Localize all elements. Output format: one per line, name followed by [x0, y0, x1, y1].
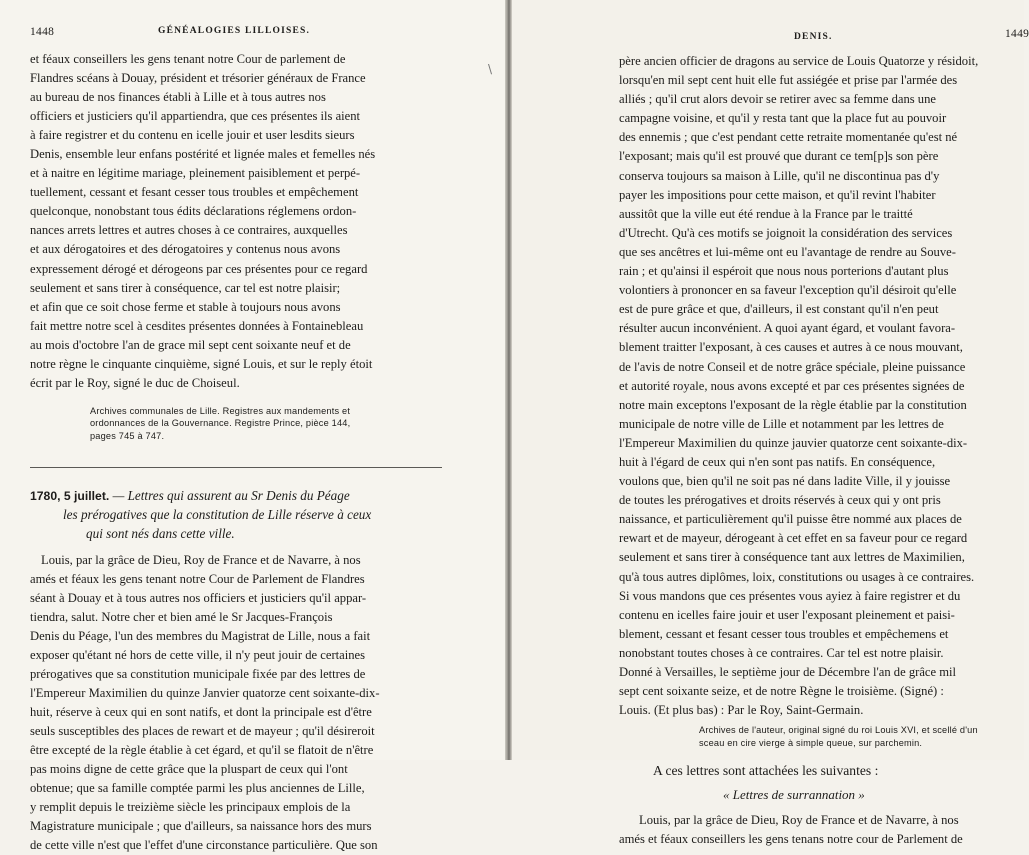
- text-line: seulement et sans tirer à conséquence tant aux lettres de Maximilien,: [619, 550, 965, 565]
- text-line: volontiers à prononcer en sa faveur l'exception qu'il désiroit qu'elle: [619, 283, 957, 298]
- text-line: nances arrets lettres et autres choses à ce contraires, auxquelles: [30, 223, 348, 238]
- text-line: Magistrature municipale ; que d'ailleurs, sa naissance hors des murs: [30, 819, 372, 834]
- text-line: expressement dérogé et dérogeons par ces présentes pour ce regard: [30, 261, 368, 276]
- text-line: pas moins digne de cette grâce que la pluspart de ceux qui l'ont: [30, 762, 348, 777]
- text-line: Si vous mandons que ces présentes vous ayiez à faire registrer et du: [619, 588, 961, 603]
- text-line: naissance, et particulièrement qu'il puisse être nommé aux places de: [619, 512, 962, 527]
- text-line: que ses ancêtres et lui-même ont eu l'avantage de rendre au Souve-: [619, 244, 956, 259]
- text-line: amés et féaux les gens tenant notre Cour de Parlement de Flandres: [30, 571, 365, 586]
- text-line: nonobstant toutes choses à ce contraires. Car tel est notre plaisir.: [619, 645, 944, 660]
- text-line: contenu en icelles faire jouir et user l'exposant pleinement et paisi-: [619, 607, 955, 622]
- left-body-text: [30, 551, 505, 855]
- citation-line: sceau en cire vierge à simple queue, sur parchemin.: [699, 737, 923, 748]
- left-page-number: 1448: [30, 26, 55, 38]
- entry-heading: [30, 486, 505, 543]
- citation-line: ordonnances de la Gouvernance. Registre Prince, pièce 144,: [90, 418, 351, 429]
- text-line: notre main exceptons l'exposant de la règle établie par la constitution: [619, 397, 967, 412]
- right-body-text: [619, 52, 1024, 720]
- entry-title-text: — Lettres qui assurent au Sr Denis du Péage: [112, 487, 350, 503]
- text-line: écrit par le Roy, signé le duc de Choiseul.: [30, 375, 240, 390]
- left-running-title: GÉNÉALOGIES LILLOISES.: [158, 26, 311, 36]
- right-page-number: 1449: [1005, 28, 1029, 40]
- text-line: payer les impositions pour cette maison, et qu'il revint l'habiter: [619, 187, 936, 202]
- text-line: qu'à tous autres diplômes, loix, constitutions ou usages à ce contraires.: [619, 569, 975, 584]
- text-line: l'Empereur Maximilien du quinze jauvier quatorze cent soixante-dix-: [619, 435, 968, 450]
- attached-heading: A ces lettres sont attachées les suivantes :: [653, 763, 879, 779]
- text-line: campagne voisine, et qu'il y resta tant que la place fut au pouvoir: [619, 111, 947, 126]
- text-line: séant à Douay et à tous autres nos officiers et justiciers qu'il appar-: [30, 590, 367, 605]
- text-line: au bureau de nos finances établi à Lille et à tous autres nos: [30, 90, 326, 105]
- text-line: Flandres scéans à Douay, président et trésorier généraux de France: [30, 71, 366, 86]
- archive-citation-1: [90, 405, 505, 443]
- text-line: Denis du Péage, l'un des membres du Magistrat de Lille, nous a fait: [30, 628, 371, 643]
- text-line: y remplit depuis le treizième siècle les principaux emplois de la: [30, 800, 351, 815]
- text-line: d'Utrecht. Qu'à ces motifs se joignoit la considération des services: [619, 225, 953, 240]
- closing-text: [619, 811, 1024, 849]
- text-line: au mois d'octobre l'an de grace mil sept cent soixante neuf et de: [30, 337, 351, 352]
- text-line: huit, réserve à ceux qui en sont natifs, et dont la principale est d'être: [30, 705, 372, 719]
- text-line: des ennemis ; que c'est pendant cette retraite momentanée qu'est né: [619, 130, 958, 145]
- text-line: est de pure grâce et que, d'ailleurs, il est constant qu'il n'en peut: [619, 302, 939, 317]
- text-line: voulons que, bien qu'il ne soit pas né dans ladite Ville, il y jouisse: [619, 474, 951, 489]
- archive-citation-2: [699, 724, 1024, 749]
- text-line: et autorité royale, nous avons excepté et par ces présentes signées de: [619, 378, 965, 393]
- text-line: huit à l'égard de ceux qui n'en sont pas natifs. En conséquence,: [619, 454, 936, 469]
- subtitle-block: [619, 785, 1024, 804]
- text-line: Denis, ensemble leur enfans postérité et lignée males et femelles nés: [30, 147, 376, 162]
- text-line: municipale de notre ville de Lille et notamment par les lettres de: [619, 416, 944, 431]
- text-line: blement traitter l'exposant, à ces causes et autres à ce nous mouvant,: [619, 340, 963, 355]
- text-line: de l'avis de notre Conseil et de notre grâce spéciale, pleine puissance: [619, 359, 966, 374]
- text-line: rewart et de mayeur, dérogeant à cet effet en sa faveur pour ce regard: [619, 531, 968, 546]
- text-line: seulement et sans tirer à conséquence, car tel est notre plaisir;: [30, 280, 341, 295]
- text-line: et afin que ce soit chose ferme et stable à toujours nous avons: [30, 299, 341, 314]
- citation-line: Archives communales de Lille. Registres aux mandements et: [90, 405, 351, 416]
- right-page: [512, 0, 1029, 846]
- text-line: tiendra, salut. Notre cher et bien amé le Sr Jacques-François: [30, 609, 333, 624]
- surrannation-subtitle: « Lettres de surrannation »: [723, 787, 865, 803]
- text-line: Louis, par la grâce de Dieu, Roy de France et de Navarre, à nos: [41, 552, 361, 567]
- left-running-head: [30, 26, 505, 48]
- text-line: sept cent soixante seize, et de notre Règne le troisième. (Signé) :: [619, 684, 944, 699]
- text-line: et aux dérogatoires et des dérogatoires y contenus nous avons: [30, 242, 341, 257]
- attached-heading-block: [619, 761, 1024, 781]
- text-line: quelconque, nonobstant tous édits déclarations réglemens ordon-: [30, 204, 357, 219]
- text-line: notre règne le cinquante cinquième, signé Louis, et sur le reply étoit: [30, 356, 373, 371]
- text-line: tuellement, cessant et fesant cesser tous troubles et empêchement: [30, 185, 359, 200]
- text-line: prérogatives que sa constitution municipale fixée par des lettres de: [30, 666, 366, 681]
- text-line: fait mettre notre scel à cesdites présentes données à Fontainebleau: [30, 318, 364, 333]
- text-line: Donné à Versailles, le septième jour de Décembre l'an de grâce mil: [619, 665, 957, 679]
- entry-title-line-2: les prérogatives que la constitution de Lille réserve à ceux: [63, 506, 372, 522]
- text-line: conserva toujours sa maison à Lille, qu'il ne discontinua pas d'y: [619, 168, 940, 183]
- text-line: être excepté de la règle établie à cet égard, et qu'il se flatoit de n'être: [30, 743, 374, 758]
- text-line: lorsqu'en mil sept cent huit elle fut assiégée et prise par l'armée des: [619, 73, 958, 88]
- text-line: obtenue; que sa famille comptée parmi les plus anciennes de Lille,: [30, 781, 365, 796]
- text-line: et féaux conseillers les gens tenant notre Cour de parlement de: [30, 52, 346, 66]
- text-line: résulter aucun inconvénient. A quoi ayant égard, et voulant favora-: [619, 321, 956, 336]
- citation-line: Archives de l'auteur, original signé du roi Louis XVI, et scellé d'un: [699, 725, 978, 736]
- entry-title-line-1: [30, 486, 505, 505]
- gutter-speck-mark: \: [488, 62, 493, 76]
- text-line: alliés ; qu'il crut alors devoir se retirer avec sa femme dans une: [619, 92, 936, 107]
- text-line: rain ; et qu'ainsi il espéroit que nous nous porterions d'autant plus: [619, 264, 949, 279]
- entry-title-line-3: qui sont nés dans cette ville.: [86, 525, 235, 541]
- text-line: amés et féaux conseillers les gens tenans notre cour de Parlement de: [619, 831, 963, 846]
- text-line: père ancien officier de dragons au service de Louis Quatorze y résidoit,: [619, 54, 979, 68]
- text-line: à faire registrer et du contenu en icelle jouir et user lesdits sieurs: [30, 128, 355, 143]
- text-line: officiers et justiciers qu'il appartiendra, que ces présentes ils aient: [30, 109, 361, 124]
- left-page: [0, 0, 505, 853]
- text-line: de toutes les prérogatives et droits réservés à ceux qui y ont pris: [619, 493, 941, 508]
- citation-line: pages 745 à 747.: [90, 431, 165, 442]
- text-line: de cette ville n'est que l'effet d'une circonstance particulière. Que son: [30, 838, 378, 853]
- text-line: exposer qu'étant né hors de cette ville, il n'y peut jouir de certaines: [30, 647, 366, 662]
- right-running-title: DENIS.: [794, 32, 833, 42]
- text-line: et à naitre en légitime mariage, pleinement paisiblement et perpé-: [30, 166, 361, 181]
- text-line: l'exposant; mais qu'il est prouvé que durant ce tem[p]s son père: [619, 149, 939, 164]
- text-line: blement, cessant et fesant cesser tous troubles et empêchemens et: [619, 626, 949, 641]
- text-line: l'Empereur Maximilien du quinze Janvier quatorze cent soixante-dix-: [30, 685, 380, 700]
- book-gutter: [505, 0, 512, 760]
- right-running-head: [619, 28, 1029, 50]
- section-divider: [30, 467, 442, 468]
- text-line: Louis. (Et plus bas) : Par le Roy, Saint-Germain.: [619, 703, 864, 718]
- text-line: seuls susceptibles des places de rewart et de mayeur ; qu'il désireroit: [30, 724, 375, 739]
- text-line: Louis, par la grâce de Dieu, Roy de France et de Navarre, à nos: [639, 812, 959, 827]
- text-line: aussitôt que la ville eut été rendue à la France par le traitté: [619, 206, 913, 221]
- entry-date: 1780, 5 juillet.: [30, 488, 110, 503]
- left-continued-text: [30, 50, 505, 393]
